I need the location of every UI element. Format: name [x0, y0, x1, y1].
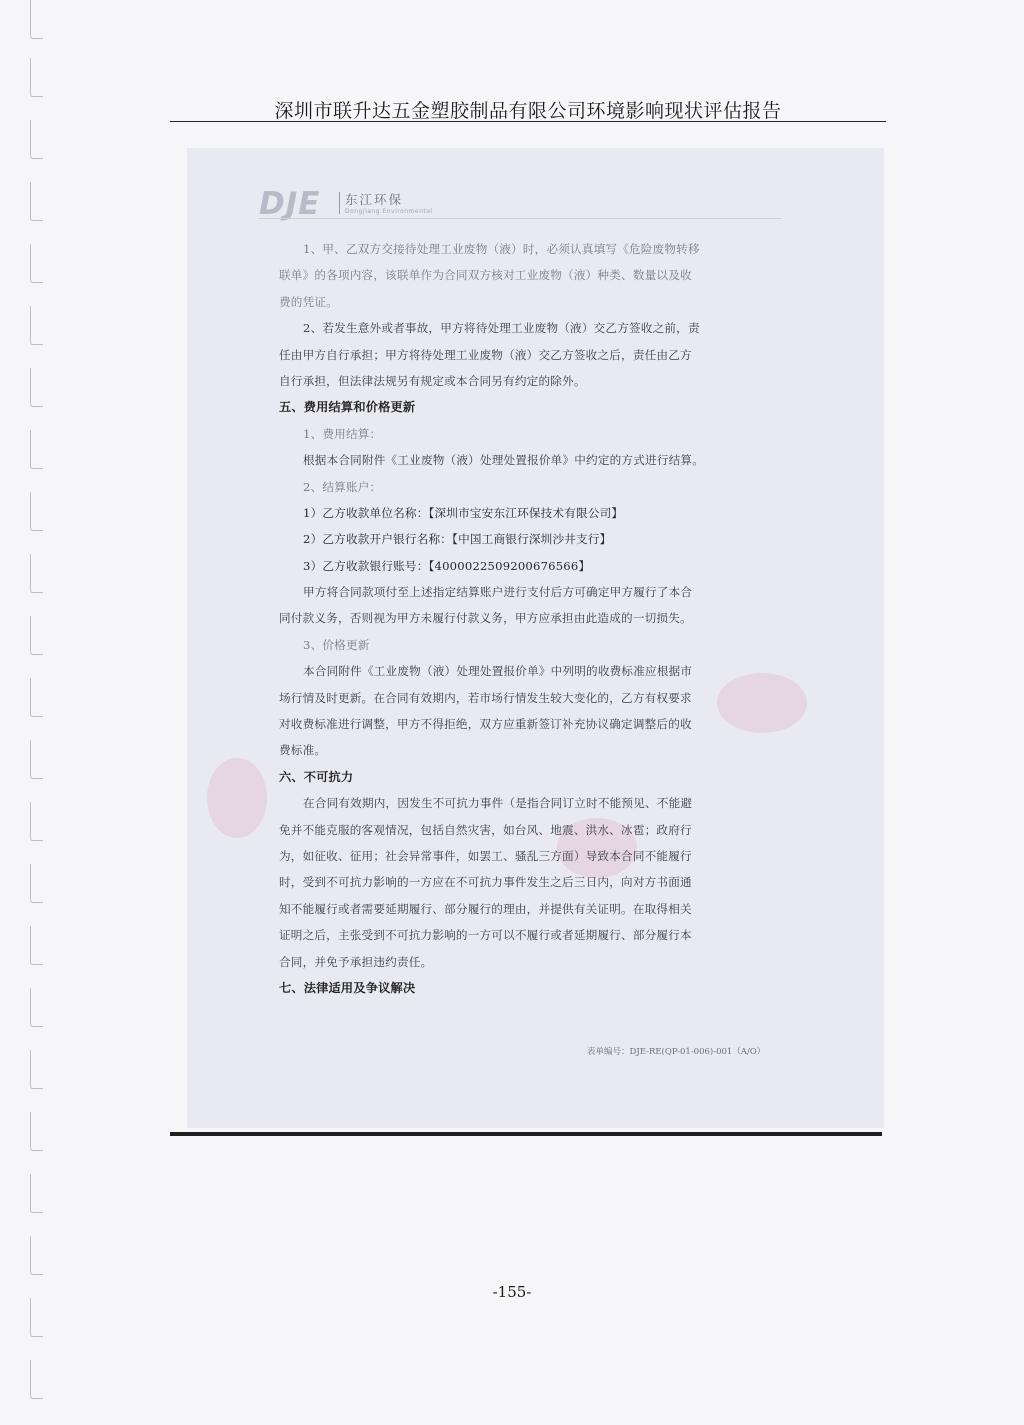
binding-mark	[30, 1360, 43, 1399]
binding-mark	[30, 306, 43, 345]
text-line: 同付款义务，否则视为甲方未履行付款义务，甲方应承担由此造成的一切损失。	[279, 611, 692, 626]
text-line: 2）乙方收款开户银行名称：【中国工商银行深圳沙井支行】	[303, 532, 612, 547]
text-line: 知不能履行或者需要延期履行、部分履行的理由，并提供有关证明。在取得相关	[279, 901, 692, 916]
logo-mark: DJE	[259, 186, 321, 222]
text-line: 2、若发生意外或者事故，甲方将待处理工业废物（液）交乙方签收之前，责	[303, 321, 700, 336]
text-line: 1）乙方收款单位名称：【深圳市宝安东江环保技术有限公司】	[303, 505, 624, 520]
binding-mark	[30, 678, 43, 717]
section-heading: 六、不可抗力	[279, 769, 354, 784]
page-number: -155-	[492, 1283, 532, 1301]
binding-mark	[30, 120, 43, 159]
form-number: 表单编号：DJE-RE(QP-01-006)-001（A/O）	[587, 1047, 766, 1057]
text-line: 场行情及时更新。在合同有效期内，若市场行情发生较大变化的，乙方有权要求	[279, 690, 692, 705]
scanned-contract-page	[187, 148, 884, 1128]
text-line: 3）乙方收款银行账号：【4000022509200676566】	[303, 558, 591, 573]
binding-mark	[30, 182, 43, 221]
text-line: 2、结算账户：	[303, 479, 382, 494]
text-line: 对收费标准进行调整，甲方不得拒绝，双方应重新签订补充协议确定调整后的收	[279, 717, 692, 732]
binding-mark	[30, 1050, 43, 1089]
binding-mark	[30, 554, 43, 593]
text-line: 为，如征收、征用；社会异常事件，如罢工、骚乱三方面）导致本合同不能履行	[279, 848, 692, 863]
text-line: 自行承担，但法律法规另有规定或本合同另有约定的除外。	[279, 373, 586, 388]
binding-margin	[30, 0, 46, 1425]
binding-mark	[30, 926, 43, 965]
logo-divider	[339, 192, 340, 214]
text-line: 甲方将合同款项付至上述指定结算账户进行支付后方可确定甲方履行了本合	[303, 585, 693, 600]
text-line: 任由甲方自行承担；甲方将待处理工业废物（液）交乙方签收之后，责任由乙方	[279, 347, 692, 362]
text-line: 免并不能克服的客观情况，包括自然灾害，如台风、地震、洪水、冰雹；政府行	[279, 822, 692, 837]
text-line: 合同，并免予承担违约责任。	[279, 954, 433, 969]
binding-mark	[30, 988, 43, 1027]
binding-mark	[30, 58, 43, 97]
binding-mark	[30, 802, 43, 841]
text-line: 费标准。	[279, 743, 327, 758]
contract-body	[279, 236, 779, 1001]
binding-mark	[30, 430, 43, 469]
binding-mark	[30, 1174, 43, 1213]
scan-header-rule	[259, 218, 781, 219]
binding-mark	[30, 1298, 43, 1337]
text-line: 本合同附件《工业废物（液）处理处置报价单》中列明的收费标准应根据市	[303, 664, 693, 679]
text-line: 1、费用结算：	[303, 426, 382, 441]
section-heading: 七、法律适用及争议解决	[279, 980, 416, 995]
header-rule	[170, 121, 886, 122]
text-line: 证明之后，主张受到不可抗力影响的一方可以不履行或者延期履行、部分履行本	[279, 928, 692, 943]
binding-mark	[30, 244, 43, 283]
binding-mark	[30, 368, 43, 407]
binding-mark	[30, 1236, 43, 1275]
footer-rule	[170, 1132, 882, 1136]
binding-mark	[30, 1112, 43, 1151]
binding-mark	[30, 740, 43, 779]
binding-mark	[30, 0, 43, 39]
text-line: 费的凭证。	[279, 294, 338, 309]
logo-company-name: 东江环保	[345, 192, 404, 207]
red-stamp-trace	[207, 758, 267, 838]
binding-mark	[30, 864, 43, 903]
section-heading: 五、费用结算和价格更新	[279, 400, 416, 415]
text-line: 1、甲、乙双方交接待处理工业废物（液）时，必须认真填写《危险废物转移	[303, 242, 700, 256]
binding-mark	[30, 616, 43, 655]
logo-subtitle: Dongjiang Environmental	[345, 208, 433, 215]
dje-logo	[259, 186, 559, 226]
text-line: 根据本合同附件《工业废物（液）处理处置报价单》中约定的方式进行结算。	[303, 453, 704, 468]
text-line: 时，受到不可抗力影响的一方应在不可抗力事件发生之后三日内，向对方书面通	[279, 875, 692, 890]
binding-mark	[30, 492, 43, 531]
text-line: 联单》的各项内容，该联单作为合同双方核对工业废物（液）种类、数量以及收	[279, 268, 692, 283]
text-line: 在合同有效期内，因发生不可抗力事件（是指合同订立时不能预见、不能避	[303, 796, 693, 811]
report-header-title: 深圳市联升达五金塑胶制品有限公司环境影响现状评估报告	[274, 100, 782, 122]
text-line: 3、价格更新	[303, 637, 370, 652]
